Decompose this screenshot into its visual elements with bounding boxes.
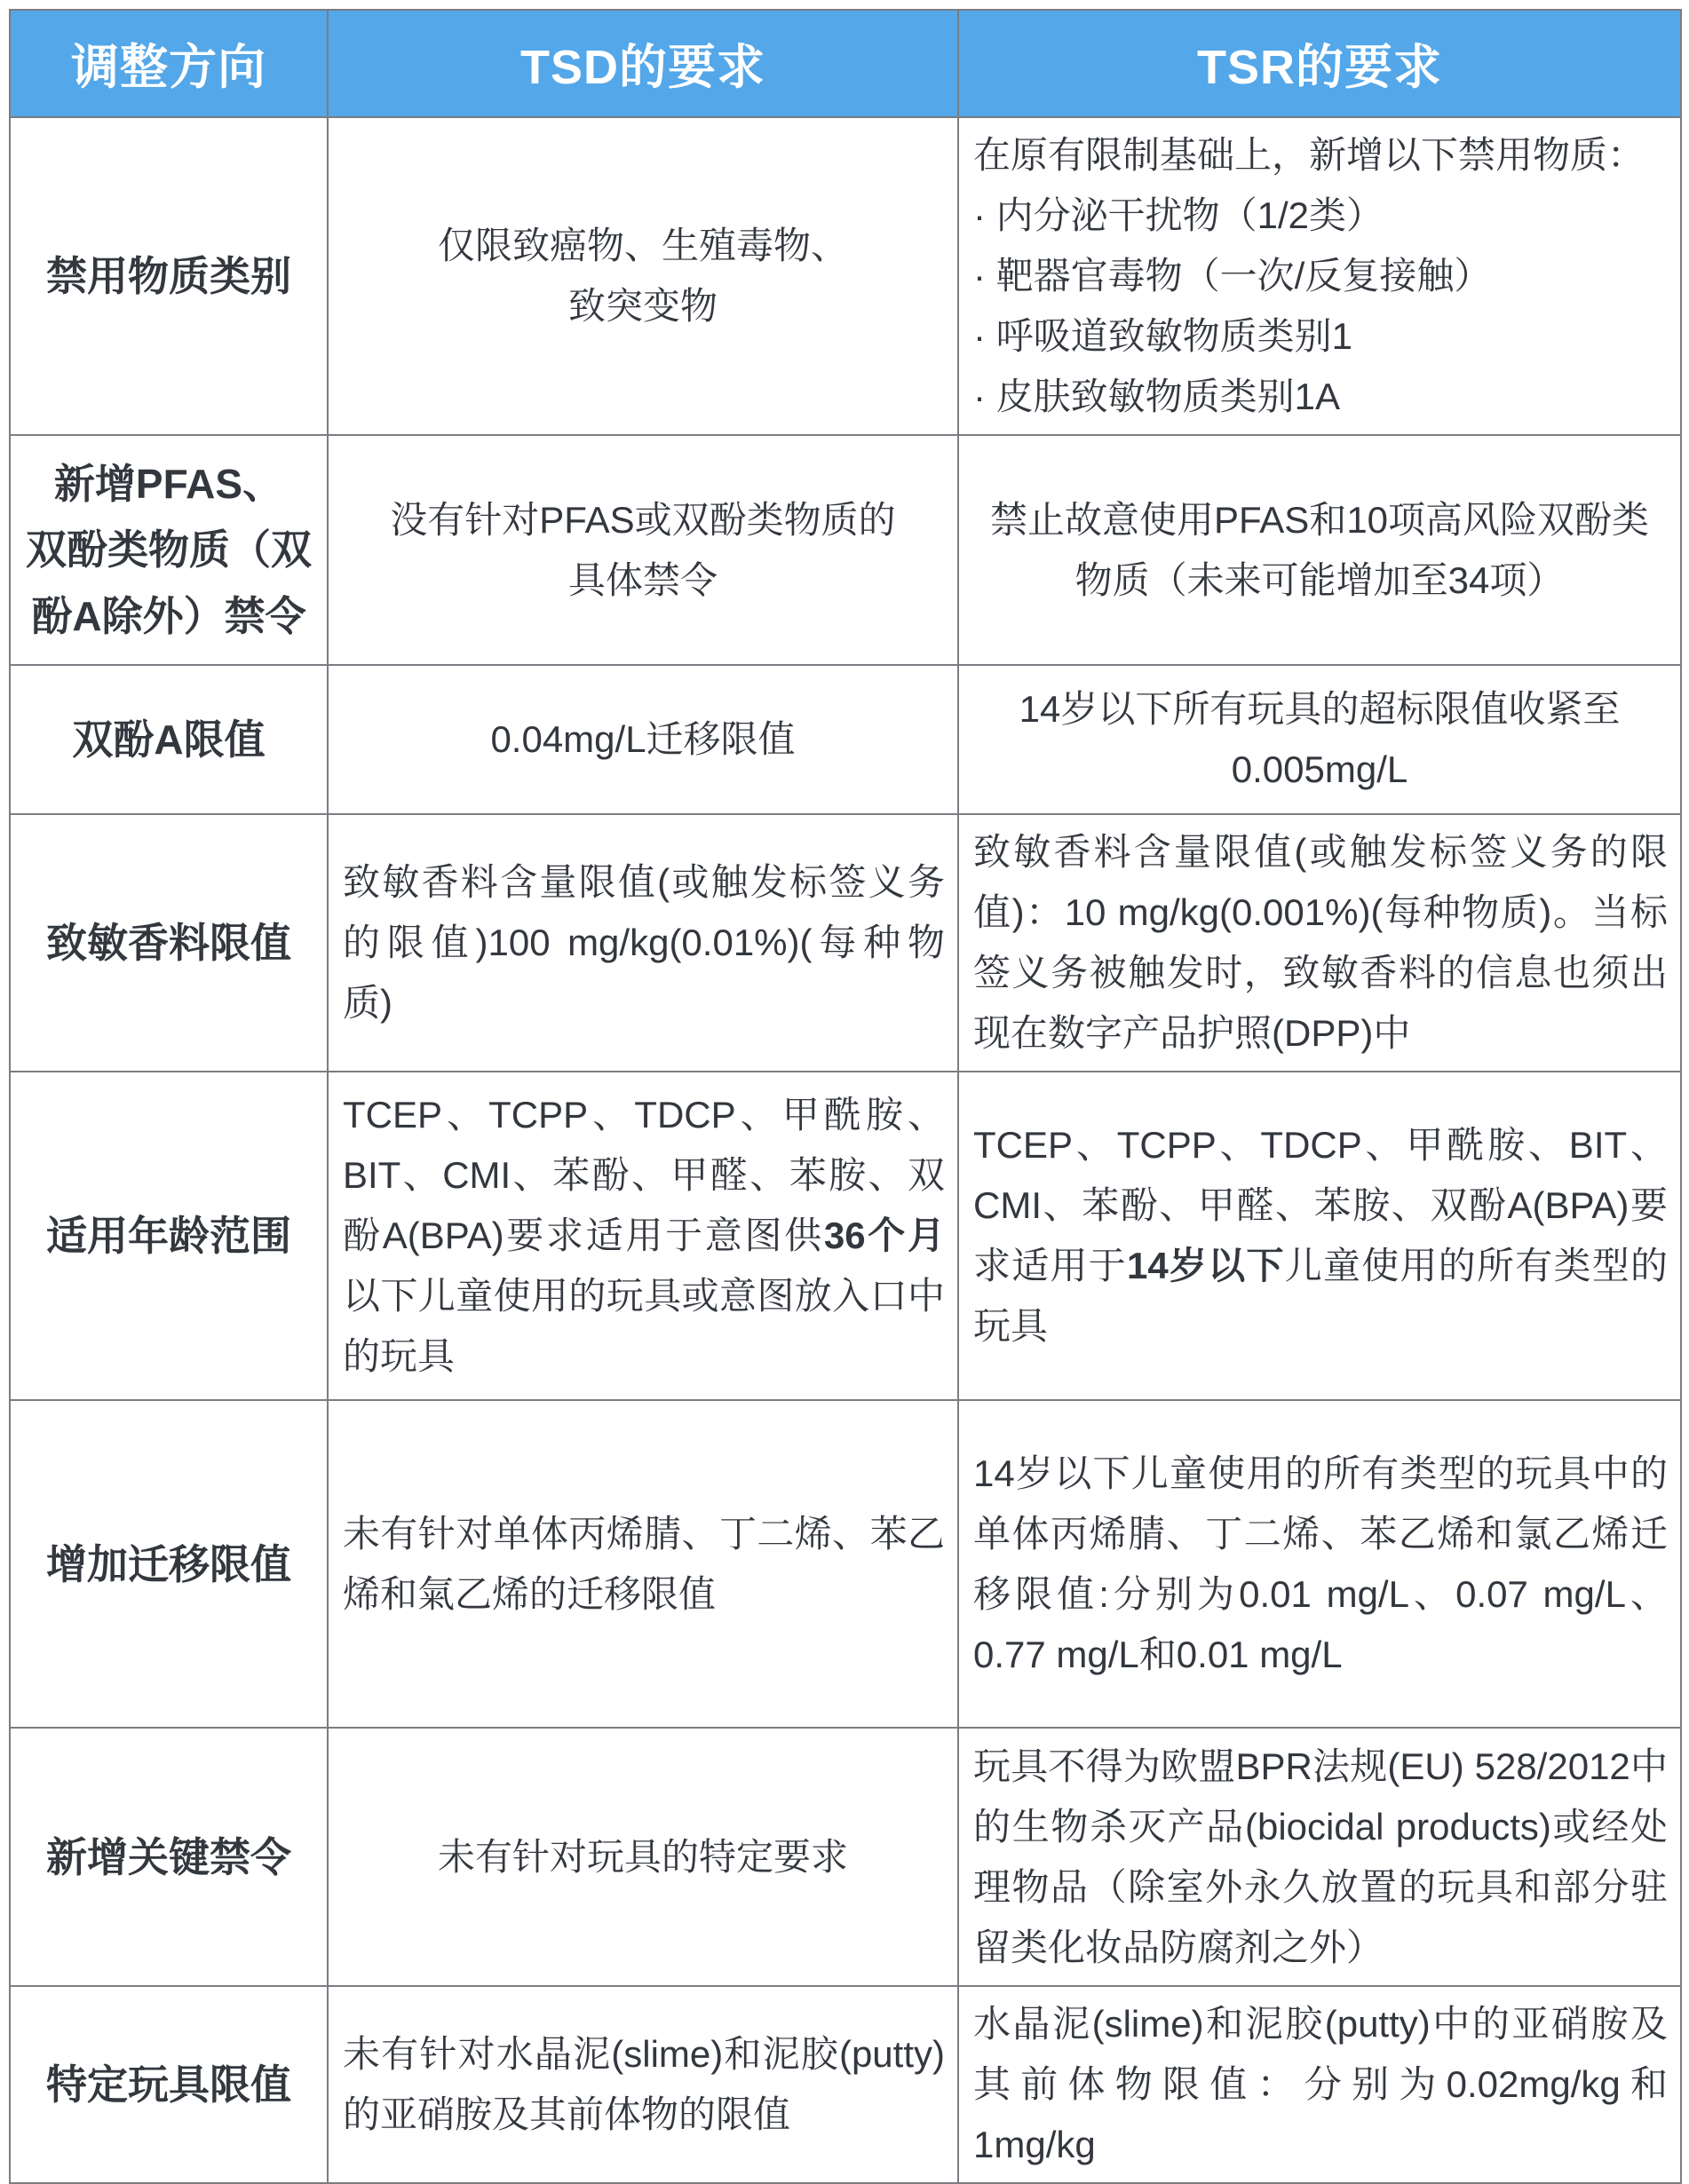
table-row bbox=[10, 1400, 1681, 1728]
direction-text-line: 酚A除外）禁令 bbox=[31, 592, 306, 639]
table-row bbox=[10, 1072, 1681, 1400]
tsr-cell bbox=[958, 1072, 1681, 1400]
tsr-cell bbox=[958, 665, 1681, 814]
tsd-text-line: 仅限致癌物、生殖毒物、 bbox=[437, 225, 848, 267]
table-row bbox=[10, 1728, 1681, 1986]
tsd-cell bbox=[328, 665, 958, 814]
tsd-text-line: 0.04mg/L迁移限值 bbox=[490, 718, 796, 761]
row-direction-cell: 特定玩具限值 bbox=[10, 1986, 328, 2183]
row-direction-cell: 双酚A限值 bbox=[10, 665, 328, 814]
tsr-text-line: 14岁以下所有玩具的超标限值收紧至 bbox=[1019, 688, 1621, 731]
table-row bbox=[10, 665, 1681, 814]
tsd-cell: 未有针对单体丙烯腈、丁二烯、苯乙烯和氣乙烯的迁移限值 bbox=[328, 1400, 958, 1728]
header-cell-tsd: TSD的要求 bbox=[328, 10, 958, 117]
tsr-bullet-item: · 皮肤致敏物质类别1A bbox=[973, 376, 1341, 418]
row-direction-cell: 增加迁移限值 bbox=[10, 1400, 328, 1728]
tsd-cell: 未有针对水晶泥(slime)和泥胶(putty)的亚硝胺及其前体物的限值 bbox=[328, 1986, 958, 2183]
tsd-cell: 致敏香料含量限值(或触发标签义务的限值)100 mg/kg(0.01%)(每种物质) bbox=[328, 814, 958, 1072]
row-direction-cell: 致敏香料限值 bbox=[10, 814, 328, 1072]
tsr-text-segment: 儿童使用的所有类型的玩具 bbox=[973, 1245, 1668, 1348]
tsd-text-line: 致突变物 bbox=[567, 285, 718, 328]
tsr-text-line: 0.005mg/L bbox=[1231, 748, 1408, 791]
direction-text-line: 新增PFAS、 bbox=[53, 460, 284, 507]
tsd-cell bbox=[328, 117, 958, 435]
tsd-text-line: 没有针对PFAS或双酚类物质的 bbox=[390, 498, 896, 541]
row-direction-cell: 适用年龄范围 bbox=[10, 1072, 328, 1400]
row-direction-cell: 禁用物质类别 bbox=[10, 117, 328, 435]
table-row bbox=[10, 117, 1681, 435]
tsd-text-line: 未有针对玩具的特定要求 bbox=[437, 1835, 848, 1878]
direction-text-line: 双酚类物质（双 bbox=[26, 526, 312, 574]
table-row bbox=[10, 814, 1681, 1072]
tsr-bullet-item: · 靶器官毒物（一次/反复接触） bbox=[973, 255, 1492, 297]
tsr-cell bbox=[958, 117, 1681, 435]
tsr-text-segment: TCEP、TCPP、TDCP、甲酰胺、BIT、CMI、苯酚、甲醛、苯胺、双酚A(BPA)要求适用于 bbox=[973, 1124, 1668, 1287]
table-row bbox=[10, 1986, 1681, 2183]
tsr-cell: 致敏香料含量限值(或触发标签义务的限值)：10 mg/kg(0.001%)(每种物质)。当标签义务被触发时，致敏香料的信息也须出现在数字产品护照(DPP)中 bbox=[958, 814, 1681, 1072]
tsd-text-line: 具体禁令 bbox=[567, 558, 718, 601]
tsd-cell bbox=[328, 1072, 958, 1400]
tsr-text-line: 物质（未来可能增加至34项） bbox=[1074, 558, 1565, 601]
tsr-cell: 14岁以下儿童使用的所有类型的玩具中的单体丙烯腈、丁二烯、苯乙烯和氯乙烯迁移限值:分别为0.01 mg/L、0.07 mg/L、0.77 mg/L和0.01 mg/L bbox=[958, 1400, 1681, 1728]
tsd-tsr-comparison-table bbox=[9, 9, 1682, 2184]
tsr-cell bbox=[958, 435, 1681, 665]
tsr-cell: 水晶泥(slime)和泥胶(putty)中的亚硝胺及其前体物限值：分别为0.02mg/kg和1mg/kg bbox=[958, 1986, 1681, 2183]
tsr-cell: 玩具不得为欧盟BPR法规(EU) 528/2012中的生物杀灭产品(biocidal products)或经处理物品（除室外永久放置的玩具和部分驻留类化妆品防腐剂之外） bbox=[958, 1728, 1681, 1986]
tsd-cell bbox=[328, 435, 958, 665]
tsd-text-segment: 以下儿童使用的玩具或意图放入口中的玩具 bbox=[343, 1275, 945, 1378]
header-cell-direction: 调整方向 bbox=[10, 10, 328, 117]
header-cell-tsr: TSR的要求 bbox=[958, 10, 1681, 117]
tsr-intro-line: 在原有限制基础上，新增以下禁用物质： bbox=[973, 134, 1645, 176]
row-direction-cell bbox=[10, 435, 328, 665]
tsd-bold-segment: 36个月 bbox=[823, 1215, 946, 1257]
tsd-text-segment: TCEP、TCPP、TDCP、甲酰胺、BIT、CMI、苯酚、甲醛、苯胺、双酚A(BPA)要求适用于意图供 bbox=[343, 1094, 945, 1257]
table-header-row bbox=[10, 10, 1681, 117]
tsr-bold-segment: 14岁以下 bbox=[1127, 1245, 1285, 1287]
tsr-text-line: 禁止故意使用PFAS和10项高风险双酚类 bbox=[989, 498, 1650, 541]
row-direction-cell: 新增关键禁令 bbox=[10, 1728, 328, 1986]
tsd-cell bbox=[328, 1728, 958, 1986]
tsr-bullet-item: · 内分泌干扰物（1/2类） bbox=[973, 194, 1384, 237]
table-row bbox=[10, 435, 1681, 665]
tsr-bullet-item: · 呼吸道致敏物质类别1 bbox=[973, 315, 1353, 358]
